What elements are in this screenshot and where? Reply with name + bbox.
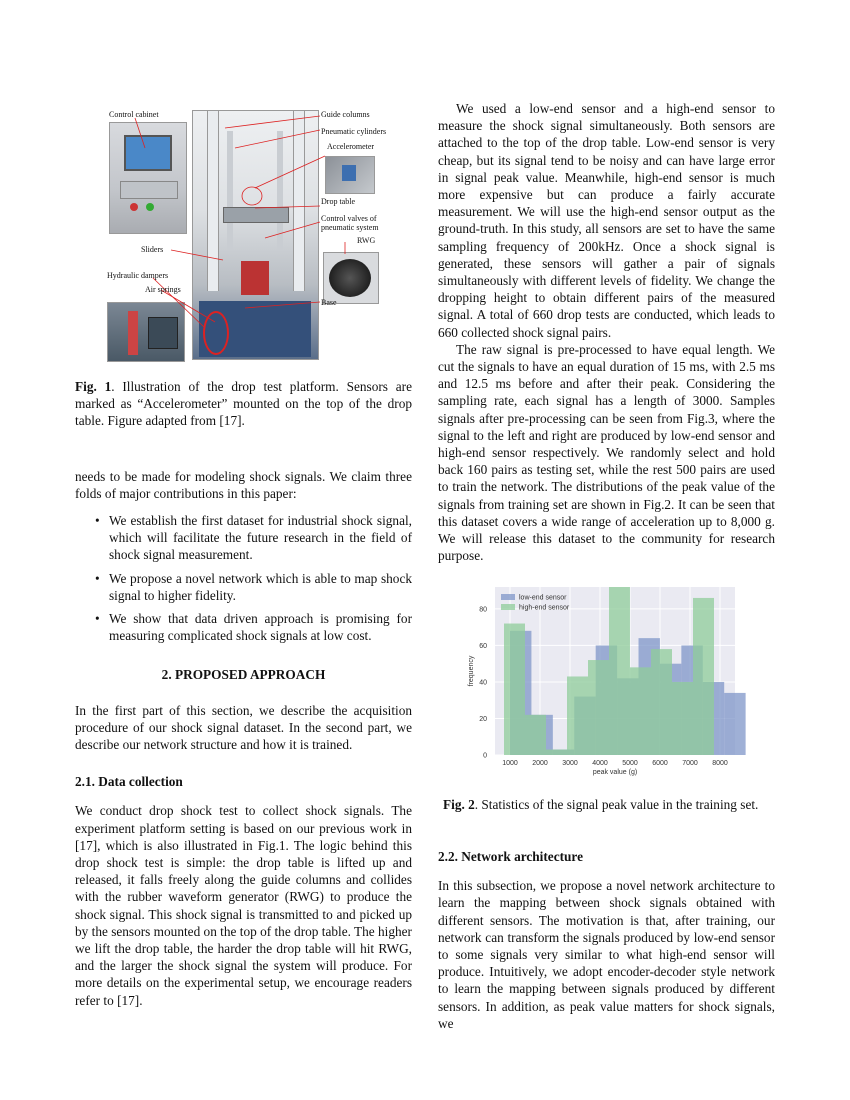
label-control-cabinet: Control cabinet: [109, 110, 159, 119]
figure-2-caption-label: Fig. 2: [443, 797, 475, 812]
label-air-springs: Air springs: [145, 285, 181, 294]
x-tick-label: 1000: [502, 760, 518, 767]
figure-1-caption-text: . Illustration of the drop test platform. Sensors are marked as “Accelerometer” mounted on the top of the drop table. Figure adapted from [17].: [75, 379, 412, 429]
bullet-text: We establish the first dataset for industrial shock signal, which will facilitate the future research in the field of shock signal measurement.: [109, 513, 412, 563]
label-base: Base: [321, 298, 337, 307]
left-column: [75, 378, 412, 1009]
y-tick-label: 20: [479, 715, 487, 723]
network-architecture-text: In this subsection, we propose a novel network architecture to learn the mapping between shock signals obtained with different sensors. The motivation is that, after training, our network can transform the signals produced by low-end sensor to some signals very similar to what high-end sensor will produce. Intuitively, we adopt encoder-decoder style network to learn the mapping between signals produced by different sensors. In addition, as peak value matters for shock signals, we: [438, 878, 775, 1031]
section-intro: In the first part of this section, we describe the acquisition procedure of our shock signal dataset. In the second part, we describe our network structure and how it is trained.: [75, 702, 412, 753]
data-collection-text: We conduct drop shock test to collect shock signals. The experiment platform setting is based on our previous work in [17], which is also illustrated in Fig.1. The logic behind this drop shock test is simple: the drop table is lifted up and released, it falls freely along the guide columns and collides with the rubber waveform generator (RWG) to produce the shock signal. This shock signal is transmitted to and picked up by the sensors mounted on the top of the drop table. The higher we lift the drop table, the harder the drop table will hit RWG, and the larger the shock signal the system will produce. For more details on the experimental setup, we encourage readers refer to [17].: [75, 803, 412, 1008]
histogram-bar: [693, 598, 714, 755]
paragraph-sensors: We used a low-end sensor and a high-end sensor to measure the shock signal simultaneously. Both sensors are attached to the top of the drop table. Low-end sensor is very cheap, but its signal tend to be noisy and can have large error in signal peak value. Meanwhile, high-end sensor is much more expensive but can produce a fairly accurate measurement. We will use the high-end sensor output as the ground-truth. In this study, all sensors are set to have the same sampling frequency of 200kHz. Once a shock signal is generated, these sensors will gather a pair of signals simultaneously with different levels of fidelity. We change the dropping height to obtain different pairs of the measured signal. A total of 660 drop tests are conducted, which leads to 660 collected shock signal pairs.: [438, 101, 775, 340]
legend-swatch: [501, 594, 515, 600]
x-tick-label: 8000: [712, 760, 728, 767]
legend-label: high-end sensor: [519, 604, 570, 612]
contributions-intro: needs to be made for modeling shock signals. We claim three folds of major contributions in this paper:: [75, 468, 412, 501]
x-tick-label: 7000: [682, 760, 698, 767]
label-hydraulic-dampers: Hydraulic dampers: [107, 271, 169, 280]
bullet-icon: •: [95, 570, 100, 586]
contributions-list: [75, 512, 412, 644]
legend-label: low-end sensor: [519, 594, 567, 602]
x-tick-label: 3000: [562, 760, 578, 767]
histogram-bar: [672, 682, 693, 755]
right-column-lower: [438, 848, 775, 1032]
label-guide-columns: Guide columns: [321, 110, 370, 119]
histogram-bar: [546, 750, 567, 755]
figure-2-chart: [455, 583, 755, 783]
figure-2-caption-text: . Statistics of the signal peak value in the training set.: [474, 797, 759, 812]
y-tick-label: 60: [479, 642, 487, 650]
bullet-icon: •: [95, 513, 100, 529]
histogram-svg: [455, 583, 755, 783]
label-rwg: RWG: [357, 236, 376, 245]
histogram-bar: [567, 676, 588, 755]
figure-2-caption: [443, 796, 783, 813]
histogram-bar: [630, 667, 651, 755]
list-item: [75, 570, 412, 604]
x-tick-label: 5000: [622, 760, 638, 767]
section-heading: 2. PROPOSED APPROACH: [161, 667, 326, 683]
label-control-valves: Control valves of pneumatic system: [321, 214, 379, 232]
bullet-text: We propose a novel network which is able to map shock signal to higher fidelity.: [109, 570, 412, 603]
subsection-heading-network: 2.2. Network architecture: [438, 849, 583, 864]
histogram-bar: [651, 649, 672, 755]
label-pneumatic-cylinders: Pneumatic cylinders: [321, 127, 387, 136]
bullet-text: We show that data driven approach is promising for measuring complicated shock signals at low cost.: [109, 611, 412, 644]
right-column: [438, 100, 775, 564]
y-tick-label: 0: [483, 752, 487, 760]
histogram-bar: [724, 693, 745, 755]
x-tick-label: 4000: [592, 760, 608, 767]
histogram-bar: [504, 624, 525, 755]
figure-1-caption: [75, 378, 412, 430]
x-tick-label: 2000: [532, 760, 548, 767]
histogram-bar: [588, 660, 609, 755]
list-item: [75, 610, 412, 644]
subsection-heading-data-collection: 2.1. Data collection: [75, 774, 183, 790]
y-tick-label: 80: [479, 606, 487, 614]
bullet-icon: •: [95, 611, 100, 627]
label-drop-table: Drop table: [321, 197, 355, 206]
label-sliders: Sliders: [141, 245, 164, 254]
list-item: [75, 512, 412, 564]
x-axis-label: peak value (g): [592, 769, 638, 776]
paragraph-preprocessing: The raw signal is pre-processed to have equal length. We cut the signals to have an equal duration of 15 ms, with 2.5 ms and 12.5 ms before and after their peak. Considering the sampling rate, each signal has a length of 3000. Samples signals after pre-processing can be seen from Fig.3, where the signal to the left and right are produced by low-end sensor and high-end sensor respectively. We randomly select and hold back 160 pairs as testing set, while the rest 500 pairs are used to train the network. The distributions of the peak value of the signals from training set are shown in Fig.2. It can be seen that this dataset covers a wide range of acceleration up to 8,000 g. We will release this dataset to the community for research purpose.: [438, 341, 775, 564]
label-accelerometer: Accelerometer: [327, 142, 375, 151]
histogram-bar: [609, 587, 630, 755]
x-tick-label: 6000: [652, 760, 668, 767]
figure-1: [105, 108, 397, 363]
y-axis-label: frequency: [468, 655, 475, 687]
legend-swatch: [501, 604, 515, 610]
histogram-bar: [525, 715, 546, 755]
figure-1-caption-label: Fig. 1: [75, 379, 112, 394]
y-tick-label: 40: [479, 679, 487, 687]
